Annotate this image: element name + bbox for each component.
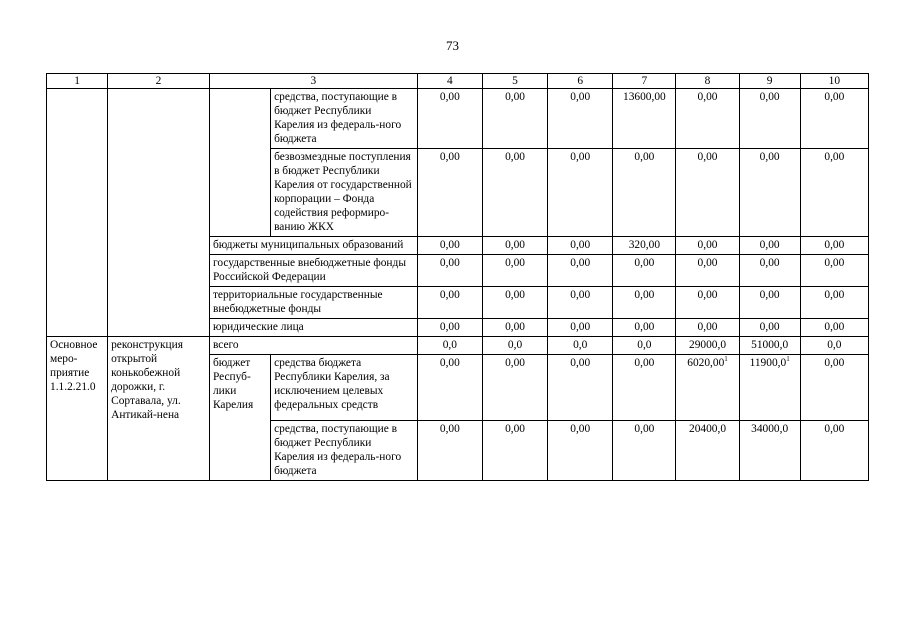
value-cell: 0,00	[417, 237, 482, 255]
value-cell-footnoted	[676, 355, 739, 421]
value-cell: 0,00	[548, 89, 613, 149]
value-cell: 51000,0	[739, 337, 800, 355]
table-row	[47, 337, 869, 355]
page-number: 73	[446, 38, 459, 53]
value-cell: 0,00	[613, 319, 676, 337]
value-cell: 0,00	[613, 421, 676, 481]
value-cell: 0,00	[739, 149, 800, 237]
value-cell: 0,00	[800, 421, 868, 481]
column-number: 4	[417, 74, 482, 89]
value-cell: 0,0	[548, 337, 613, 355]
source-label: бюджеты муниципальных образований	[209, 237, 417, 255]
value-cell: 0,00	[482, 237, 547, 255]
value-cell: 0,00	[548, 355, 613, 421]
value-cell: 0,00	[800, 237, 868, 255]
source-label: территориальные государственные внебюджетные фонды	[209, 287, 417, 319]
value-cell: 0,00	[800, 287, 868, 319]
column-number: 1	[47, 74, 108, 89]
column-number: 9	[739, 74, 800, 89]
value-cell: 0,00	[548, 421, 613, 481]
value-cell: 0,00	[482, 319, 547, 337]
footnote-marker: 1	[786, 355, 790, 364]
value-cell: 0,00	[417, 421, 482, 481]
value-cell: 0,00	[417, 89, 482, 149]
value-cell: 0,00	[417, 255, 482, 287]
value-cell: 0,00	[548, 237, 613, 255]
value-cell: 0,0	[613, 337, 676, 355]
value-cell: 0,00	[548, 319, 613, 337]
source-label: средства, поступающие в бюджет Республики Карелия из федераль-ного бюджета	[271, 89, 418, 149]
value-cell: 0,00	[676, 89, 739, 149]
empty-cell	[47, 89, 108, 337]
value-cell: 0,00	[676, 237, 739, 255]
column-number: 2	[108, 74, 210, 89]
value-text: 6020,00	[687, 357, 725, 369]
value-cell: 0,00	[676, 319, 739, 337]
value-cell: 0,00	[482, 149, 547, 237]
value-cell: 34000,0	[739, 421, 800, 481]
value-cell: 0,00	[800, 255, 868, 287]
value-cell: 320,00	[613, 237, 676, 255]
source-label: государственные внебюджетные фонды Российской Федерации	[209, 255, 417, 287]
value-cell: 0,00	[548, 149, 613, 237]
budget-table	[46, 73, 869, 481]
value-cell: 0,00	[739, 319, 800, 337]
value-cell: 0,00	[676, 287, 739, 319]
column-number: 8	[676, 74, 739, 89]
value-cell: 29000,0	[676, 337, 739, 355]
value-cell: 0,00	[739, 255, 800, 287]
column-number: 10	[800, 74, 868, 89]
source-label: безвозмездные поступления в бюджет Республики Карелия от государственной корпорации – Фонда содействия реформиро-ванию ЖКХ	[271, 149, 418, 237]
value-cell: 0,00	[800, 149, 868, 237]
column-number: 6	[548, 74, 613, 89]
source-label: средства, поступающие в бюджет Республики Карелия из федераль-ного бюджета	[271, 421, 418, 481]
table-row	[47, 89, 869, 149]
value-cell: 0,0	[417, 337, 482, 355]
value-cell: 0,0	[800, 337, 868, 355]
value-cell: 0,00	[613, 149, 676, 237]
value-cell-footnoted	[739, 355, 800, 421]
source-label: всего	[209, 337, 417, 355]
column-number: 5	[482, 74, 547, 89]
source-label: юридические лица	[209, 319, 417, 337]
value-cell: 0,00	[417, 287, 482, 319]
column-number-row	[47, 74, 869, 89]
empty-cell	[108, 89, 210, 337]
value-cell: 0,00	[417, 319, 482, 337]
value-cell: 0,00	[676, 149, 739, 237]
source-label: средства бюджета Республики Карелия, за исключением целевых федеральных средств	[271, 355, 418, 421]
value-cell: 0,00	[676, 255, 739, 287]
empty-cell	[209, 89, 270, 237]
footnote-marker: 1	[724, 355, 728, 364]
value-cell: 0,00	[613, 255, 676, 287]
value-cell: 0,00	[613, 287, 676, 319]
value-cell: 0,00	[482, 89, 547, 149]
column-number: 3	[209, 74, 417, 89]
budget-group-label: бюджет Респуб-лики Карелия	[209, 355, 270, 481]
value-cell: 0,00	[548, 255, 613, 287]
value-cell: 0,00	[417, 149, 482, 237]
value-cell: 0,00	[800, 319, 868, 337]
value-cell: 0,0	[482, 337, 547, 355]
value-cell: 0,00	[548, 287, 613, 319]
measure-code: Основное меро-приятие 1.1.2.21.0	[47, 337, 108, 481]
value-cell: 0,00	[739, 237, 800, 255]
value-cell: 0,00	[739, 287, 800, 319]
value-cell: 0,00	[482, 287, 547, 319]
value-cell: 0,00	[800, 355, 868, 421]
value-cell: 13600,00	[613, 89, 676, 149]
value-cell: 0,00	[739, 89, 800, 149]
value-cell: 0,00	[800, 89, 868, 149]
value-cell: 0,00	[482, 421, 547, 481]
value-cell: 0,00	[417, 355, 482, 421]
value-cell: 0,00	[482, 255, 547, 287]
value-text: 11900,0	[749, 357, 787, 369]
value-cell: 20400,0	[676, 421, 739, 481]
measure-name: реконструкция открытой конькобежной дорожки, г. Сортавала, ул. Антикай-нена	[108, 337, 210, 481]
column-number: 7	[613, 74, 676, 89]
value-cell: 0,00	[482, 355, 547, 421]
value-cell: 0,00	[613, 355, 676, 421]
